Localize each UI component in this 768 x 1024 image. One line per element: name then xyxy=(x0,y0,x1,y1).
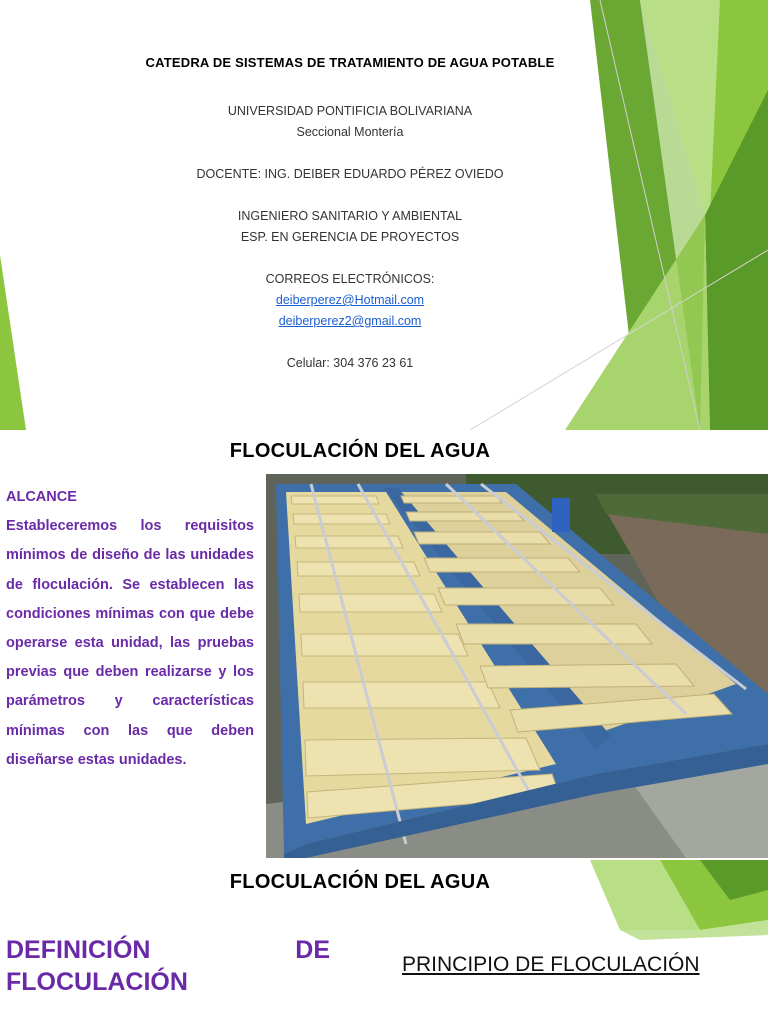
alcance-body: Estableceremos los requisitos mínimos de diseño de las unidades de floculación. Se establecen las condiciones mínimas con que debe operarse esta unidad, las pruebas previas que deben realizarse y los parámetros y características mínimas con las que deben diseñarse estas unidades. xyxy=(6,518,254,768)
flocculator-tank-illustration xyxy=(266,474,768,858)
email-link-gmail[interactable]: deiberperez2@gmail.com xyxy=(278,314,422,328)
phone-number: Celular: 304 376 23 61 xyxy=(286,356,414,370)
university-block xyxy=(0,101,700,143)
email-link-hotmail[interactable]: deiberperez@Hotmail.com xyxy=(275,293,425,307)
slide-3-title: FLOCULACIÓN DEL AGUA xyxy=(229,871,491,893)
university-name: UNIVERSIDAD PONTIFICIA BOLIVARIANA xyxy=(227,104,473,118)
emails-label: CORREOS ELECTRÓNICOS: xyxy=(265,272,435,286)
course-title: CATEDRA DE SISTEMAS DE TRATAMIENTO DE AGUA POTABLE xyxy=(145,55,555,70)
slide-2-title: FLOCULACIÓN DEL AGUA xyxy=(229,440,491,462)
definition-title: DEFINICIÓN DE FLOCULACIÓN xyxy=(6,936,330,996)
principle-title: PRINCIPIO DE FLOCULACIÓN xyxy=(402,953,700,976)
credentials-block xyxy=(0,206,700,248)
campus-name: Seccional Montería xyxy=(296,125,404,139)
specialization: ESP. EN GERENCIA DE PROYECTOS xyxy=(240,230,460,244)
alcance-section xyxy=(6,483,254,775)
slide-2 xyxy=(0,430,768,860)
title-block xyxy=(0,52,700,73)
slide-1 xyxy=(0,0,768,430)
slide-3 xyxy=(0,860,768,1024)
profession: INGENIERO SANITARIO Y AMBIENTAL xyxy=(237,209,463,223)
flocculator-photo xyxy=(266,474,768,858)
teacher-name: DOCENTE: ING. DEIBER EDUARDO PÉREZ OVIEDO xyxy=(196,167,504,181)
alcance-heading: ALCANCE xyxy=(6,489,77,505)
teacher-block xyxy=(0,164,700,185)
contact-block xyxy=(0,269,700,332)
phone-block xyxy=(0,353,700,374)
